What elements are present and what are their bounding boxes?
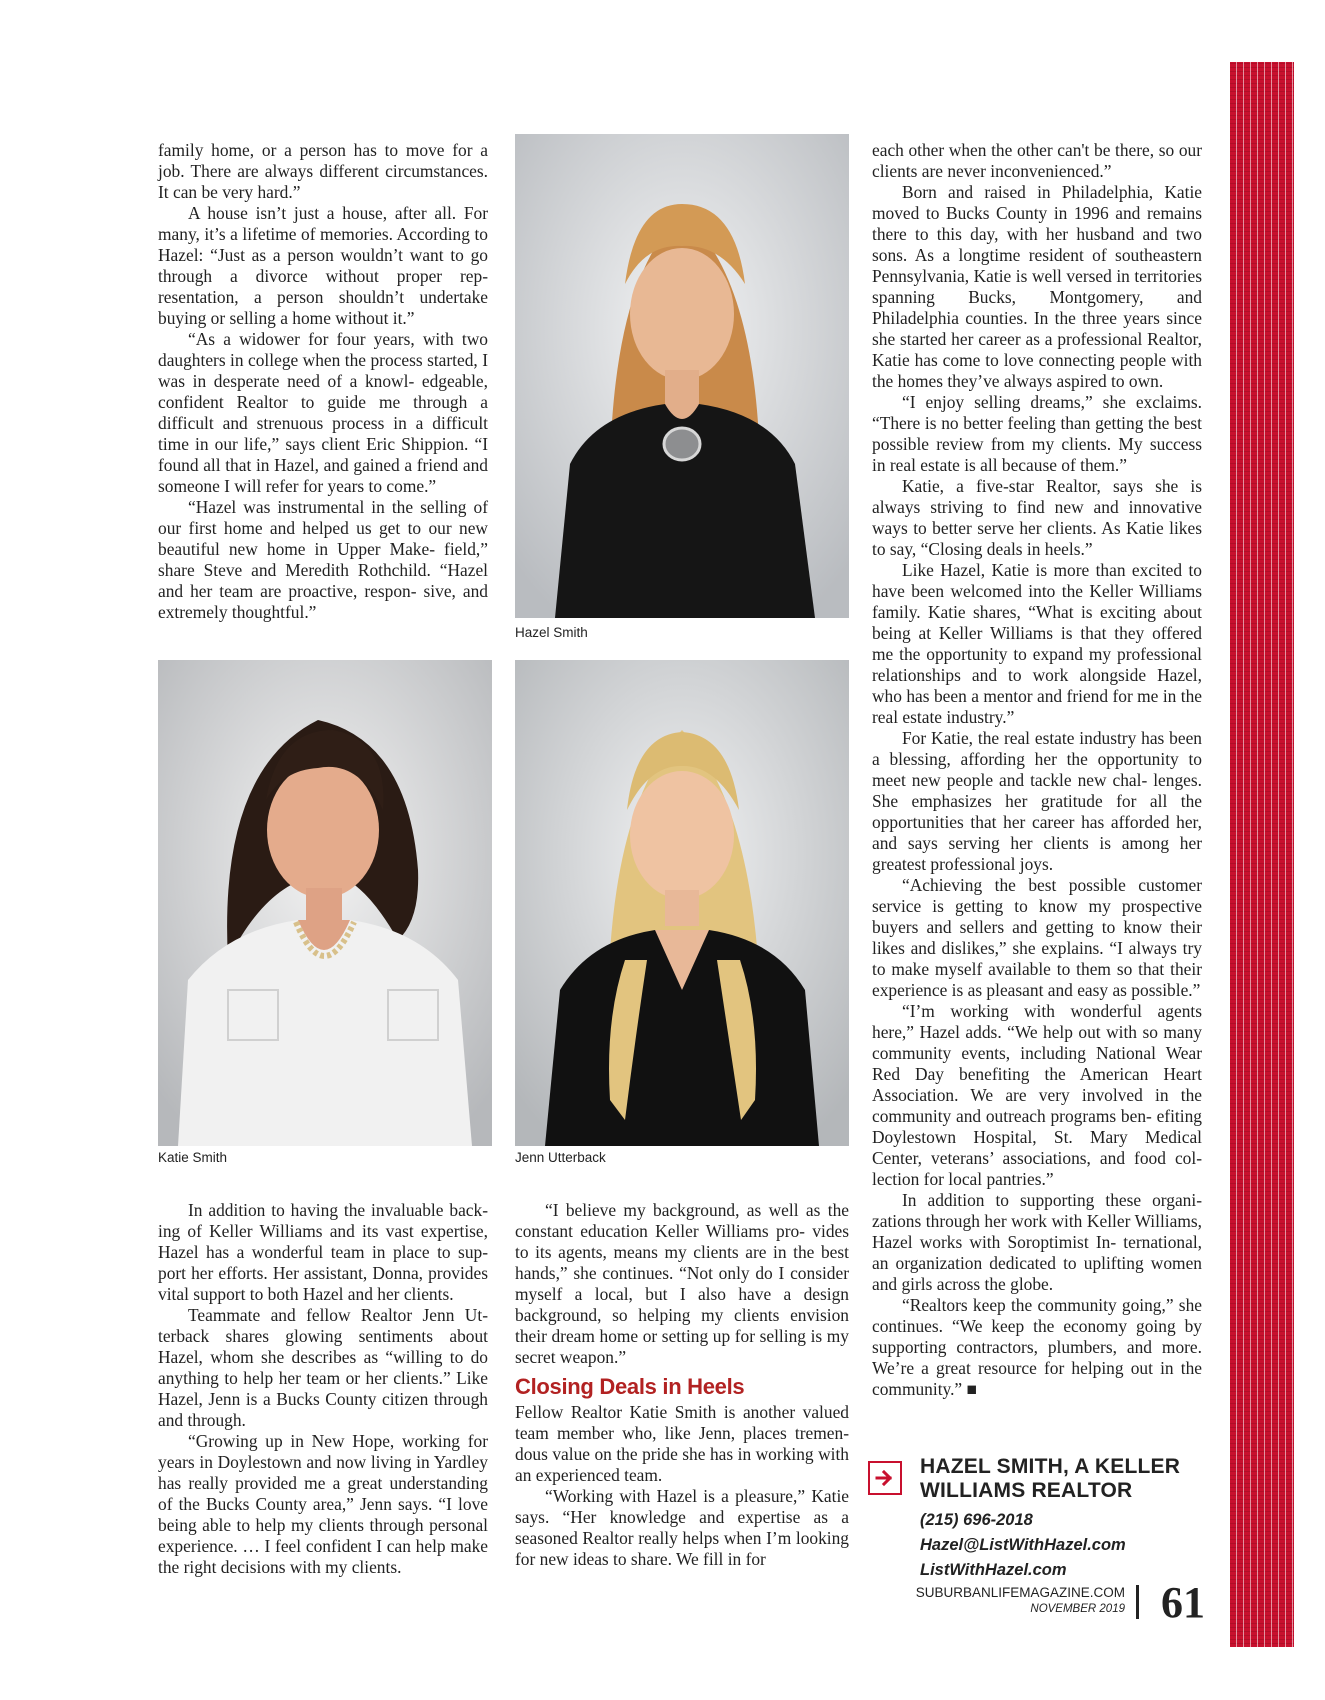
paragraph: each other when the other can't be there, so our clients are never inconvenienced.” (872, 140, 1202, 181)
paragraph: “I enjoy selling dreams,” she exclaims. “There is no better feeling than getting the best possible review from my clients. My success in real estate is all because of them.” (872, 392, 1202, 475)
decorative-red-sidebar (1230, 62, 1294, 1647)
article-column-1-top (158, 140, 488, 623)
paragraph: Katie, a five-star Realtor, says she is always striving to find new and innovative ways to better serve her clients. As Katie likes to say, “Closing deals in heels.” (872, 476, 1202, 559)
paragraph: “Achieving the best possible customer service is getting to know my prospective buyers and sellers and getting to know their likes and dislikes,” she explains. “I always try to make myself available to them so that their experience is as pleasant and easy as possible.” (872, 875, 1202, 1000)
paragraph: “Growing up in New Hope, working for years in Doylestown and now living in Yardley has really provided me a great understanding of the Bucks County area,” Jenn says. “I love being able to help my clients through personal experience. … I feel confident I can help make the right decisions with my clients. (158, 1431, 488, 1577)
paragraph: family home, or a person has to move for a job. There are always different circumstances. It can be very hard.” (158, 140, 488, 202)
paragraph: “I believe my background, as well as the constant education Keller Williams pro- vides to its agents, means my clients are in the best hands,” she continues. “Not only do I consider myself a local, but I also have a design background, so helping my clients envision their dream home or setting up for selling is my secret weapon.” (515, 1200, 849, 1367)
article-column-2-bottom (515, 1200, 849, 1570)
paragraph: Teammate and fellow Realtor Jenn Ut- terback shares glowing sentiments about Hazel, whom she describes as “willing to do anything to help her team or her clients.” Like Hazel, Jenn is a Bucks County citizen through and through. (158, 1305, 488, 1430)
paragraph: “Hazel was instrumental in the selling of our first home and helped us get to our new beautiful new home in Upper Make- field,” share Steve and Meredith Rothchild. “Hazel and her team are proactive, respon- sive, and extremely thoughtful.” (158, 497, 488, 622)
paragraph: “I’m working with wonderful agents here,” Hazel adds. “We help out with so many community events, including National Wear Red Day benefiting the American Heart Association. We are very involved in the community and outreach programs ben- efiting Doylestown Hospital, St. Mary Medical Center, veterans’ associations, and food col- lection for local pantries.” (872, 1001, 1202, 1189)
paragraph: “Working with Hazel is a pleasure,” Katie says. “Her knowledge and expertise as a seasoned Realtor really helps when I’m looking for new ideas to share. We fill in for (515, 1486, 849, 1569)
photo-caption-jenn: Jenn Utterback (515, 1150, 606, 1165)
paragraph: In addition to supporting these organi- zations through her work with Keller Williams, Hazel works with Soroptimist In- ternational, an organization dedicated to uplifting women and girls across the globe. (872, 1190, 1202, 1294)
paragraph: “As a widower for four years, with two daughters in college when the process started, I was in desperate need of a knowl- edgeable, confident Realtor to guide me through a difficult and strenuous process in a difficult time in our life,” says client Eric Shippion. “I found all that in Hazel, and gained a friend and someone I will refer for years to come.” (158, 329, 488, 496)
paragraph: Fellow Realtor Katie Smith is another valued team member who, like Jenn, places tremen- dous value on the pride she has in working with an experienced team. (515, 1402, 849, 1485)
paragraph: “Realtors keep the community going,” she continues. “We keep the economy going by supporting contractors, plumbers, and more. We’re a great resource for helping out in the community.” ■ (872, 1295, 1202, 1399)
subhead-closing-deals: Closing Deals in Heels (515, 1374, 745, 1399)
photo-hazel-smith (515, 134, 849, 618)
photo-caption-hazel: Hazel Smith (515, 625, 588, 640)
portrait-image (515, 134, 849, 618)
folio-website: SUBURBANLIFEMAGAZINE.COM (915, 1585, 1125, 1600)
photo-katie-smith (158, 660, 492, 1146)
paragraph: A house isn’t just a house, after all. For many, it’s a lifetime of memories. According to Hazel: “Just as a person wouldn’t want to go through a divorce without proper rep- resentation, a person shouldn’t undertake buying or selling a home without it.” (158, 203, 488, 328)
portrait-image (158, 660, 492, 1146)
page-number: 61 (1161, 1578, 1205, 1627)
portrait-image (515, 660, 849, 1146)
contact-email[interactable]: Hazel@ListWithHazel.com (920, 1536, 1126, 1554)
article-column-1-bottom (158, 1200, 488, 1578)
photo-caption-katie: Katie Smith (158, 1150, 228, 1165)
contact-title: HAZEL SMITH, A KELLER WILLIAMS REALTOR (920, 1455, 1181, 1502)
paragraph: Born and raised in Philadelphia, Katie moved to Bucks County in 1996 and remains there to this day, with her husband and two sons. As a longtime resident of southeastern Pennsylvania, Katie is well versed in territories spanning Bucks, Montgomery, and Philadelphia counties. In the three years since she started her career as a professional Realtor, Katie has come to love connecting people with the homes they’ve always aspired to own. (872, 182, 1202, 391)
contact-phone[interactable]: (215) 696-2018 (920, 1511, 1033, 1529)
folio-divider (1136, 1585, 1139, 1619)
paragraph: In addition to having the invaluable back- ing of Keller Williams and its vast expertise, Hazel has a wonderful team in place to sup- port her efforts. Her assistant, Donna, provides vital support to both Hazel and her clients. (158, 1200, 488, 1304)
paragraph: For Katie, the real estate industry has been a blessing, affording her the opportunity to meet new people and tackle new chal- lenges. She emphasizes her gratitude for all the opportunities that her career has afforded her, and says serving her clients is among her greatest professional joys. (872, 728, 1202, 874)
paragraph: Like Hazel, Katie is more than excited to have been welcomed into the Keller Williams family. Katie shares, “What is exciting about being at Keller Williams is that they offered me the opportunity to expand my professional relationships and to work alongside Hazel, who has been a mentor and friend for me in the real estate industry.” (872, 560, 1202, 727)
folio-date: NOVEMBER 2019 (1030, 1603, 1125, 1615)
page-folio (905, 1578, 1205, 1627)
contact-website[interactable]: ListWithHazel.com (920, 1561, 1067, 1579)
arrow-right-icon (868, 1461, 902, 1495)
article-column-3 (872, 140, 1202, 1400)
photo-jenn-utterback (515, 660, 849, 1146)
